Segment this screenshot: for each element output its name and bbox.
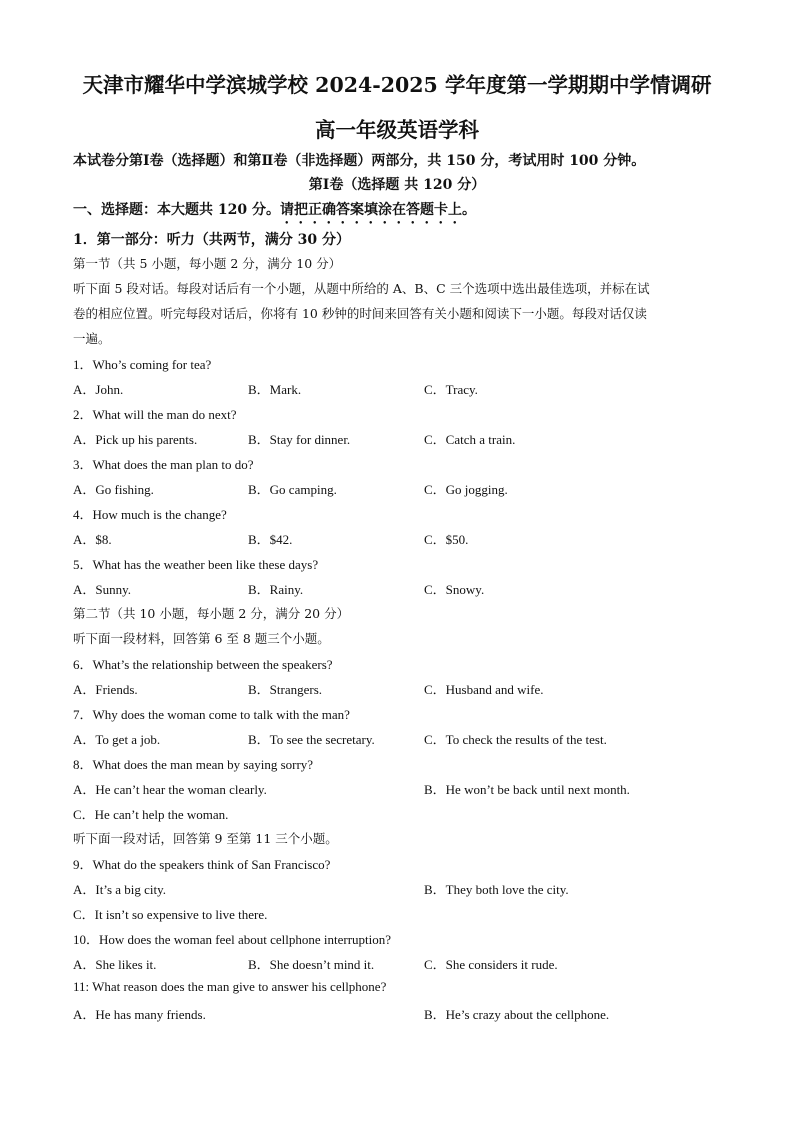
question-8: 8．What does the man mean by saying sorry? bbox=[73, 757, 314, 772]
question-10: 10．How does the woman feel about cellphone interruption? bbox=[73, 932, 392, 947]
exam-subtitle: 高一年级英语学科 bbox=[315, 118, 479, 142]
q10-option-b: B．She doesn’t mind it. bbox=[248, 957, 375, 972]
q6-option-b: B．Strangers. bbox=[248, 682, 323, 697]
q7-option-a: A．To get a job. bbox=[73, 732, 161, 747]
question-9: 9．What do the speakers think of San Francisco? bbox=[73, 857, 331, 872]
question-5: 5．What has the weather been like these days? bbox=[73, 557, 319, 572]
instructions-line-2: 卷的相应位置。听完每段对话后，你将有 10 秒钟的时间来回答有关小题和阅读下一小题。每段对话仅读 bbox=[73, 306, 647, 321]
q3-option-c: C．Go jogging. bbox=[424, 482, 508, 497]
question-6: 6．What’s the relationship between the speakers? bbox=[73, 657, 333, 672]
q7-option-c: C．To check the results of the test. bbox=[424, 732, 607, 747]
q6-option-c: C．Husband and wife. bbox=[424, 682, 544, 697]
q2-option-a: A．Pick up his parents. bbox=[73, 432, 198, 447]
q10-option-c: C．She considers it rude. bbox=[424, 957, 558, 972]
instructions-line-3: 一遍。 bbox=[73, 331, 111, 346]
section-1-prefix: 一、选择题：本大题共 120 分。 bbox=[73, 202, 280, 218]
question-11: 11: What reason does the man give to answer his cellphone? bbox=[73, 979, 387, 994]
q8-option-c: C．He can’t help the woman. bbox=[73, 807, 229, 822]
material-1-instruction: 听下面一段材料，回答第 6 至 8 题三个小题。 bbox=[73, 631, 330, 646]
q8-option-b: B．He won’t be back until next month. bbox=[424, 782, 630, 797]
instructions-line-1: 听下面 5 段对话。每段对话后有一个小题，从题中所给的 A、B、C 三个选项中选出最佳选项，并标在试 bbox=[73, 281, 650, 296]
q4-option-b: B．$42. bbox=[248, 532, 293, 547]
q2-option-c: C．Catch a train. bbox=[424, 432, 516, 447]
q1-option-b: B．Mark. bbox=[248, 382, 302, 397]
question-4: 4．How much is the change? bbox=[73, 507, 227, 522]
q5-option-c: C．Snowy. bbox=[424, 582, 485, 597]
part-1-heading: 1．第一部分：听力（共两节，满分 30 分） bbox=[73, 232, 350, 248]
q5-option-a: A．Sunny. bbox=[73, 582, 132, 597]
section-1-heading bbox=[73, 199, 476, 227]
material-2-instruction: 听下面一段对话，回答第 9 至第 11 三个小题。 bbox=[73, 831, 338, 846]
q1-option-c: C．Tracy. bbox=[424, 382, 478, 397]
q10-option-a: A．She likes it. bbox=[73, 957, 157, 972]
q4-option-c: C．$50. bbox=[424, 532, 469, 547]
q9-option-c: C．It isn’t so expensive to live there. bbox=[73, 907, 268, 922]
question-1: 1．Who’s coming for tea? bbox=[73, 357, 212, 372]
sub-section-2-heading: 第二节（共 10 小题，每小题 2 分，满分 20 分） bbox=[73, 606, 350, 621]
q1-option-a: A．John. bbox=[73, 382, 124, 397]
q8-option-a: A．He can’t hear the woman clearly. bbox=[73, 782, 267, 797]
q7-option-b: B．To see the secretary. bbox=[248, 732, 375, 747]
q5-option-b: B．Rainy. bbox=[248, 582, 304, 597]
question-3: 3．What does the man plan to do? bbox=[73, 457, 254, 472]
section-1-emphasis: 请把正确答案填涂在答题卡上。 bbox=[279, 202, 476, 218]
q2-option-b: B．Stay for dinner. bbox=[248, 432, 351, 447]
sub-section-1-heading: 第一节（共 5 小题，每小题 2 分，满分 10 分） bbox=[73, 256, 342, 271]
q6-option-a: A．Friends. bbox=[73, 682, 138, 697]
volume-1-heading: 第Ⅰ卷（选择题 共 120 分） bbox=[308, 177, 486, 193]
q4-option-a: A．$8. bbox=[73, 532, 112, 547]
q3-option-a: A．Go fishing. bbox=[73, 482, 154, 497]
q3-option-b: B．Go camping. bbox=[248, 482, 337, 497]
q11-option-b: B．He’s crazy about the cellphone. bbox=[424, 1007, 610, 1022]
q9-option-a: A．It’s a big city. bbox=[73, 882, 167, 897]
question-7: 7．Why does the woman come to talk with the man? bbox=[73, 707, 350, 722]
exam-title: 天津市耀华中学滨城学校 2024-2025 学年度第一学期期中学情调研 bbox=[82, 73, 712, 97]
q11-option-a: A．He has many friends. bbox=[73, 1007, 206, 1022]
exam-info: 本试卷分第Ⅰ卷（选择题）和第Ⅱ卷（非选择题）两部分，共 150 分，考试用时 100 分钟。 bbox=[73, 153, 646, 169]
question-2: 2．What will the man do next? bbox=[73, 407, 237, 422]
q9-option-b: B．They both love the city. bbox=[424, 882, 569, 897]
